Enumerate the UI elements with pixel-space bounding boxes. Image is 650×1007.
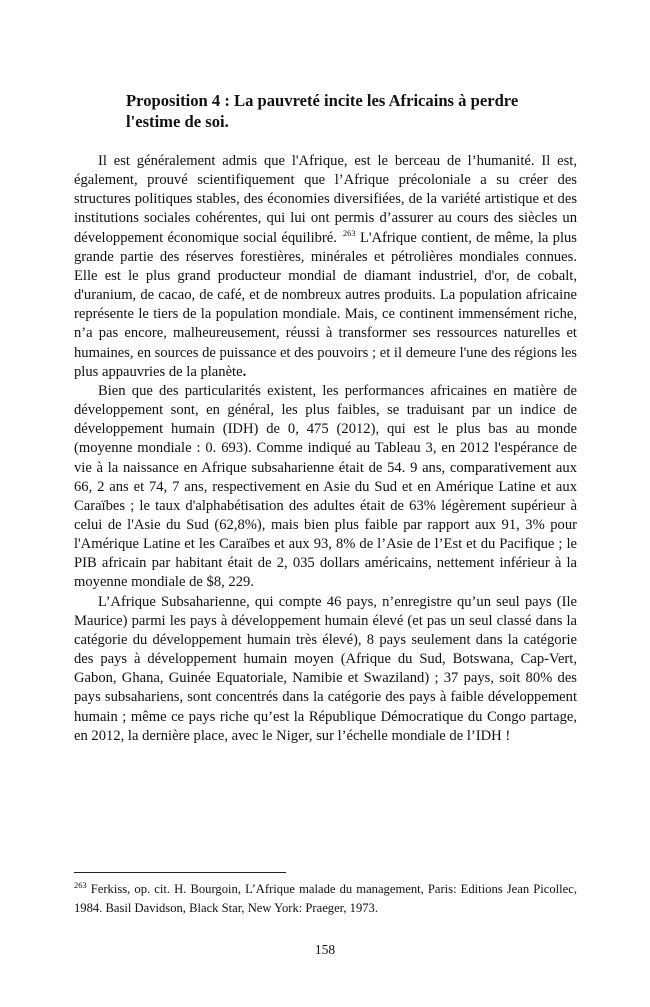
footnote-number: 263: [74, 880, 87, 890]
page-number: 158: [314, 942, 336, 957]
heading-line-2: l'estime de soi.: [126, 112, 229, 131]
section-heading: [126, 90, 577, 132]
footnote-reference: 263: [342, 227, 356, 238]
heading-line-1: Proposition 4 : La pauvreté incite les Africains à perdre: [126, 91, 519, 110]
paragraph-1-part-1: Il est généralement admis que l'Afrique, est le berceau de l’humanité. Il est, également, prouvé scientifiquement que l’Afrique précoloniale a su créer des structures politiques stables, des économies diversifiées, de la variété artistique et des institutions sociales cohérentes, qui lui ont permis d’assurer au cours des siècles un développement économique social équilibré.: [74, 153, 577, 246]
paragraph-1-end: .: [242, 363, 247, 380]
paragraph-1-part-2: L'Afrique contient, de même, la plus grande partie des réserves forestières, minérales et pétrolières mondiales connues. Elle est le plus grand producteur mondial de diamant industriel, d'or, de cobalt, d'uranium, de cacao, de café, et de nombreux autres produits. La population africaine représente le tiers de la population mondiale. Mais, ce continent immensément riche, n’a pas encore, malheureusement, réussi à transformer ses ressources naturelles et humaines, en sources de puissance et des pouvoirs ; et il demeure l'une des régions les plus appauvries de la planète: [74, 229, 577, 380]
page-body: [74, 90, 577, 746]
footnote: [74, 880, 577, 918]
paragraph-1: [74, 152, 577, 382]
paragraph-3: L’Afrique Subsaharienne, qui compte 46 pays, n’enregistre qu’un seul pays (Ile Maurice) parmi les pays à développement humain élevé (et pas un seul classé dans la catégorie du développement humain très élevé), 8 pays seulement dans la catégorie des pays à développement humain moyen (Afrique du Sud, Botswana, Cap-Vert, Gabon, Ghana, Guinée Equatoriale, Namibie et Swaziland) ; 37 pays, soit 80% des pays subsahariens, sont concentrés dans la catégorie des pays à faible développement humain ; même ce pays riche qu’est la République Démocratique du Congo partage, en 2012, la dernière place, avec le Niger, sur l’échelle mondiale de l’IDH !: [74, 593, 577, 744]
body-text: [74, 152, 577, 746]
footnote-divider: [74, 872, 286, 873]
footnote-text: Ferkiss, op. cit. H. Bourgoin, L’Afrique malade du management, Paris: Editions Jean Picollec, 1984. Basil Davidson, Black Star, New York: Praeger, 1973.: [74, 882, 577, 915]
paragraph-2: Bien que des particularités existent, les performances africaines en matière de développement sont, en général, les plus faibles, se traduisant par un indice de développement humain (IDH) de 0, 475 (2012), qui est le plus bas au monde (moyenne mondiale : 0. 693). Comme indiqué au Tableau 3, en 2012 l'espérance de vie à la naissance en Afrique subsaharienne était de 54. 9 ans, comparativement aux 66, 2 ans et 74, 7 ans, respectivement en Asie du Sud et en Amérique Latine et aux Caraïbes ; le taux d'alphabétisation des adultes était de 63% légèrement supérieur à celui de l'Asie du Sud (62,8%), mais bien plus faible par rapport aux 91, 3% pour l'Amérique Latine et les Caraïbes et aux 93, 8% de l’Asie de l’Est et du Pacifique ; le PIB africain par habitant était de 2, 035 dollars américains, nettement inférieur à la moyenne mondiale de $8, 229.: [74, 382, 577, 591]
